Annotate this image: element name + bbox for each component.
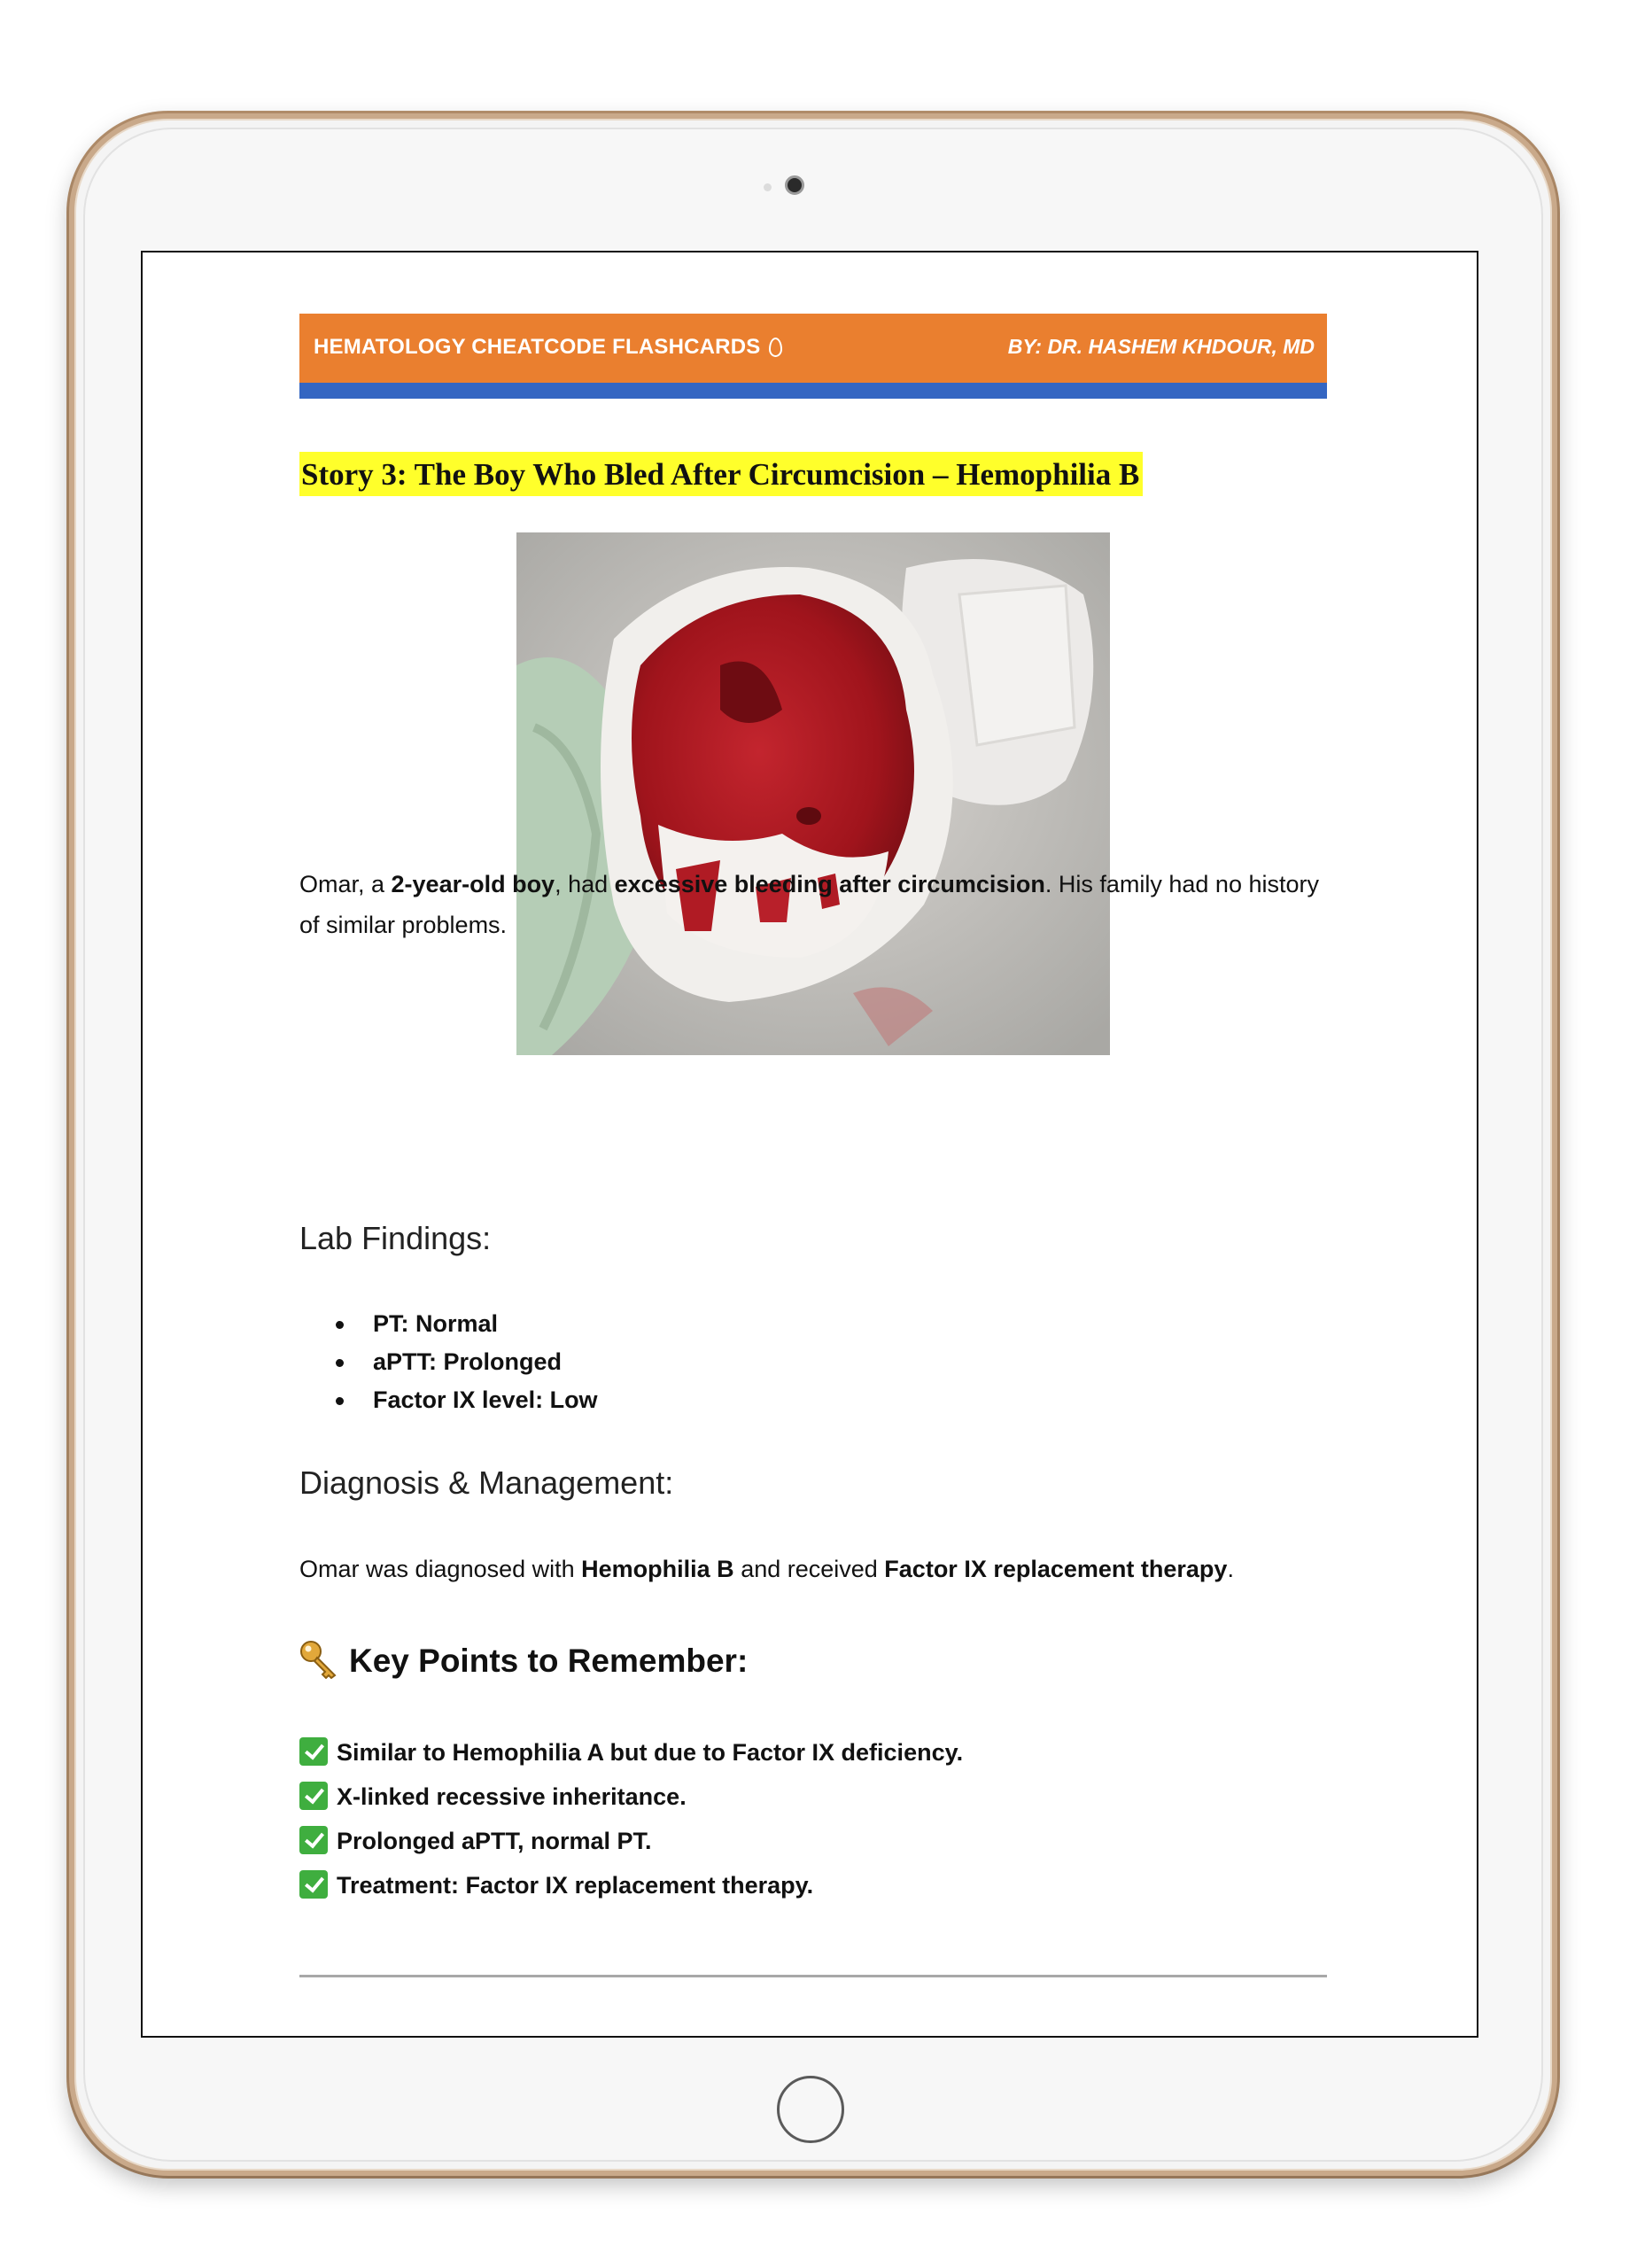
page-header (299, 314, 1327, 399)
intro-bold-1: 2-year-old boy (391, 871, 555, 897)
header-byline: BY: DR. HASHEM KHDOUR, MD (1007, 335, 1315, 358)
header-title (314, 335, 782, 360)
header-blue-band (299, 383, 1327, 399)
lab-heading: Lab Findings: (299, 1220, 492, 1256)
intro-text-3: . His family had no history of similar problems. (299, 871, 1319, 938)
lab-list (336, 1305, 598, 1419)
story-title: Story 3: The Boy Who Bled After Circumcision – Hemophilia B (299, 452, 1143, 496)
key-icon (299, 1640, 338, 1679)
diagnosis-text-2: and received (733, 1556, 885, 1582)
light-sensor (764, 183, 772, 191)
diagnosis-heading: Diagnosis & Management: (299, 1464, 674, 1501)
intro-paragraph (299, 864, 1336, 945)
check-icon (299, 1782, 328, 1810)
key-points-heading-text: Key Points to Remember: (349, 1643, 749, 1679)
check-icon (299, 1870, 328, 1899)
key-point-text: X-linked recessive inheritance. (337, 1783, 687, 1810)
document-screen (141, 251, 1478, 2038)
check-icon (299, 1826, 328, 1854)
list-item (299, 1730, 963, 1775)
diagnosis-text-3: . (1227, 1556, 1234, 1582)
list-item: PT: Normal (336, 1305, 598, 1343)
diagnosis-bold-2: Factor IX replacement therapy (884, 1556, 1228, 1582)
list-item: Factor IX level: Low (336, 1381, 598, 1419)
diagnosis-paragraph (299, 1549, 1234, 1589)
bleeding-photo (516, 532, 1110, 1055)
intro-text-2: , had (555, 871, 615, 897)
list-item (299, 1863, 963, 1907)
list-item (299, 1775, 963, 1819)
home-button[interactable] (777, 2076, 844, 2143)
camera-icon (785, 175, 804, 195)
diagnosis-text-1: Omar was diagnosed with (299, 1556, 582, 1582)
key-point-text: Prolonged aPTT, normal PT. (337, 1828, 652, 1854)
header-title-text: HEMATOLOGY CHEATCODE FLASHCARDS (314, 335, 761, 359)
list-item (299, 1819, 963, 1863)
list-item: aPTT: Prolonged (336, 1343, 598, 1381)
intro-text-1: Omar, a (299, 871, 392, 897)
diagnosis-bold-1: Hemophilia B (581, 1556, 734, 1582)
divider (299, 1975, 1327, 1977)
drop-icon (769, 338, 782, 357)
key-points-list (299, 1730, 963, 1907)
check-icon (299, 1737, 328, 1766)
key-point-text: Similar to Hemophilia A but due to Factor IX deficiency. (337, 1739, 964, 1766)
intro-bold-2: excessive bleeding after circumcision (614, 871, 1045, 897)
key-point-text: Treatment: Factor IX replacement therapy. (337, 1872, 814, 1899)
key-points-heading (299, 1640, 748, 1680)
